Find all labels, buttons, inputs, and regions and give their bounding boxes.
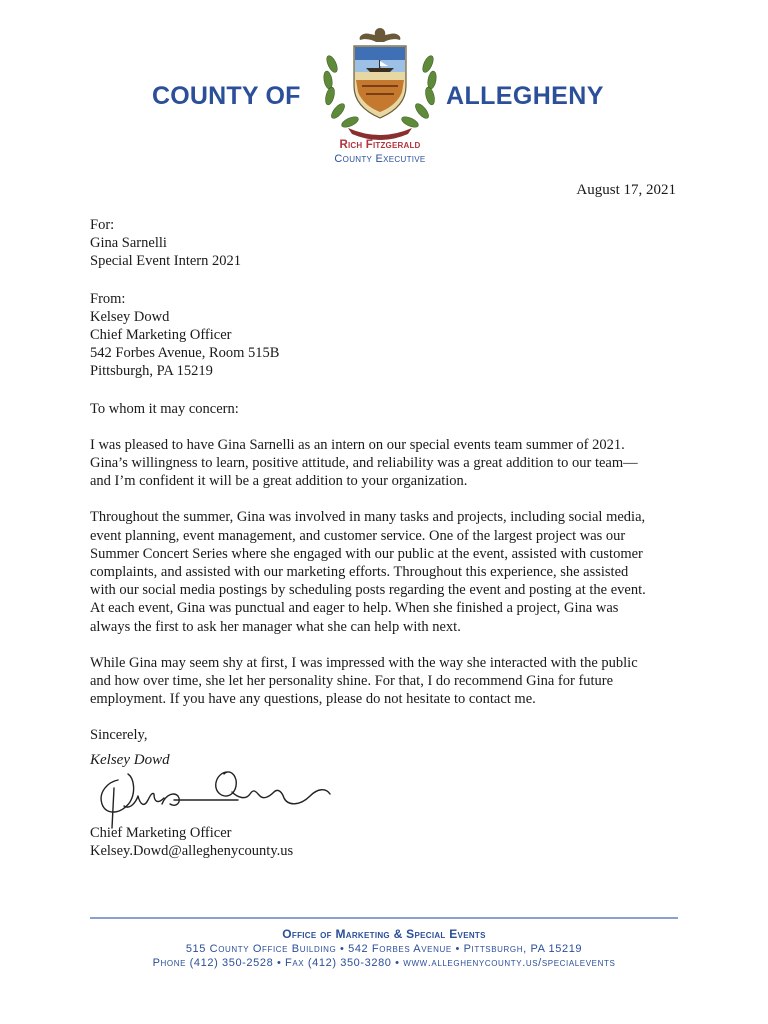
signature-title: Chief Marketing Officer	[90, 825, 232, 841]
footer-divider	[90, 917, 678, 919]
paragraph-line: Throughout the summer, Gina was involved in many tasks and projects, including social media,	[90, 509, 646, 526]
sender-address-line1: 542 Forbes Avenue, Room 515B	[90, 345, 280, 362]
paragraph-line: At each event, Gina was punctual and eager to help. When she finished a project, Gina was	[90, 600, 619, 617]
sender-block	[90, 290, 682, 381]
letter-body	[90, 216, 682, 763]
paragraph-line: Gina’s willingness to learn, positive attitude, and reliability was a great addition to our team—	[90, 455, 638, 472]
executive-name: Rich Fitzgerald	[339, 139, 421, 151]
footer-office: Office of Marketing & Special Events	[282, 927, 486, 941]
salutation: To whom it may concern:	[90, 400, 239, 417]
paragraph-3	[90, 654, 682, 709]
signature-email[interactable]: Kelsey.Dowd@alleghenycounty.us	[90, 843, 294, 860]
paragraph-2	[90, 508, 682, 635]
letter-date: August 17, 2021	[576, 182, 676, 198]
signature-typed-name: Kelsey Dowd	[90, 752, 170, 768]
sender-name: Kelsey Dowd	[90, 308, 170, 325]
paragraph-line: with our social media postings by scheduling posts regarding the event and posting at the event.	[90, 582, 646, 599]
paragraph-line: and I’m confident it will be a great addition to your organization.	[90, 473, 468, 490]
county-name-left: COUNTY OF	[152, 82, 301, 110]
recipient-block	[90, 216, 682, 271]
recipient-label: For:	[90, 217, 115, 233]
sender-label: From:	[90, 290, 126, 307]
paragraph-line: I was pleased to have Gina Sarnelli as an intern on our special events team summer of 2021.	[90, 436, 625, 453]
letterhead	[0, 0, 768, 180]
closing: Sincerely,	[90, 727, 148, 744]
paragraph-line: Summer Concert Series where she engaged with our public at the event, assisted with customer	[90, 545, 643, 562]
paragraph-1	[90, 436, 682, 491]
paragraph-line: always the first to ask her manager what she can help with next.	[90, 618, 461, 635]
county-seal-icon	[318, 24, 442, 142]
paragraph-line: complaints, and assisted with our marketing efforts. Throughout this experience, she assisted	[90, 564, 629, 581]
county-name-right: ALLEGHENY	[446, 82, 604, 110]
recipient-role: Special Event Intern 2021	[90, 253, 241, 270]
sender-title: Chief Marketing Officer	[90, 327, 232, 344]
footer	[60, 927, 708, 970]
recipient-name: Gina Sarnelli	[90, 235, 167, 252]
sender-address-line2: Pittsburgh, PA 15219	[90, 363, 213, 380]
paragraph-line: employment. If you have any questions, please do not hesitate to contact me.	[90, 691, 536, 708]
paragraph-line: event planning, event management, and customer service. One of the largest project was our	[90, 527, 626, 544]
footer-contact[interactable]: Phone (412) 350-2528 • Fax (412) 350-3280 • www.alleghenycounty.us/specialevents	[152, 957, 616, 969]
footer-address: 515 County Office Building • 542 Forbes Avenue • Pittsburgh, PA 15219	[185, 943, 583, 955]
signature-block	[90, 824, 293, 860]
paragraph-line: While Gina may seem shy at first, I was impressed with the way she interacted with the public	[90, 654, 638, 671]
paragraph-line: and how over time, she let her personality shine. For that, I do recommend Gina for future	[90, 673, 614, 690]
executive-title: County Executive	[334, 153, 426, 165]
handwritten-signature	[78, 748, 358, 830]
